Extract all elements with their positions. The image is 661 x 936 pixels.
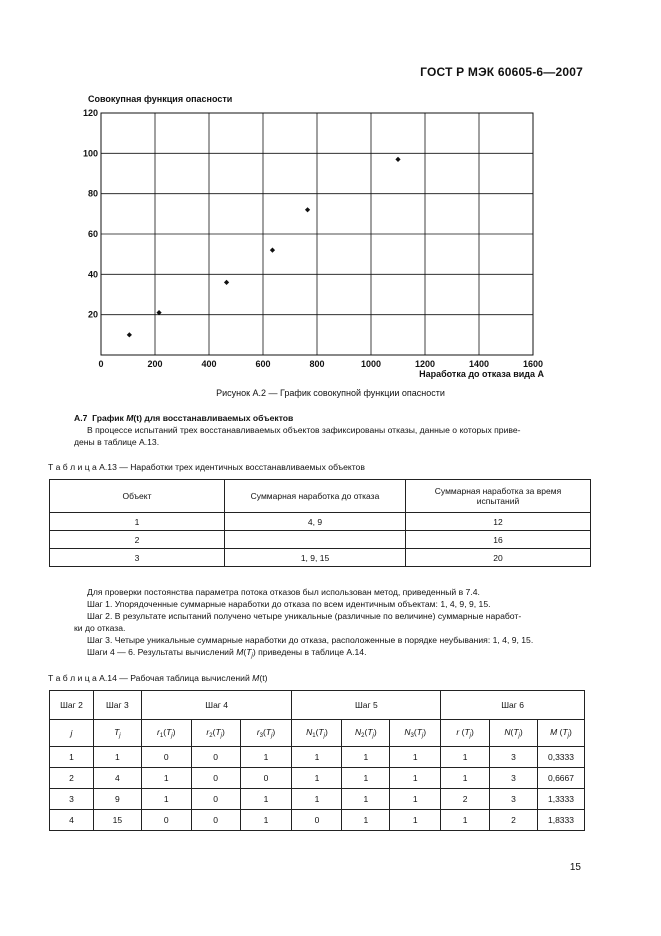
x-tick-label: 800 bbox=[309, 359, 325, 369]
table13-title: Т а б л и ц а А.13 — Наработки трех идентичных восстанавливаемых объектов bbox=[48, 462, 365, 472]
col-r3 bbox=[240, 720, 292, 747]
table-cell: 1 bbox=[390, 747, 441, 768]
table13-header-test: Суммарная наработка за время испытаний bbox=[406, 480, 591, 513]
x-tick-label: 1400 bbox=[468, 359, 490, 369]
col-r1 bbox=[141, 720, 191, 747]
table-cell: 1 bbox=[292, 789, 342, 810]
table-cell: 1 bbox=[441, 768, 490, 789]
col-r2-j: j bbox=[220, 733, 222, 739]
paren: ) bbox=[568, 727, 572, 737]
y-axis-label: Совокупная функция опасности bbox=[88, 94, 233, 104]
table-cell: 0 bbox=[141, 747, 191, 768]
col-r-T: T bbox=[464, 727, 470, 737]
table14-title-m: M bbox=[252, 673, 260, 683]
table-row bbox=[50, 810, 585, 831]
group-step5: Шаг 5 bbox=[292, 691, 441, 720]
table-cell: 2 bbox=[50, 768, 94, 789]
section-heading-pre: График bbox=[92, 413, 127, 423]
table-cell: 2 bbox=[50, 531, 225, 549]
x-tick-label: 200 bbox=[147, 359, 163, 369]
section-heading bbox=[74, 412, 293, 424]
table-cell: 3 bbox=[50, 789, 94, 810]
y-tick-label: 60 bbox=[87, 229, 98, 239]
x-axis-label: Наработка до отказа вида А bbox=[419, 369, 544, 379]
table-cell: 1 bbox=[50, 747, 94, 768]
paren: ( bbox=[510, 727, 514, 737]
table-cell: 3 bbox=[490, 768, 538, 789]
y-tick-label: 100 bbox=[82, 148, 98, 159]
x-tick-label: 400 bbox=[201, 359, 217, 369]
page-number: 15 bbox=[569, 862, 581, 873]
col-N3-N: N bbox=[404, 727, 411, 737]
steps-line6 bbox=[87, 646, 366, 662]
col-M-T: T bbox=[562, 727, 568, 737]
steps-line1: Для проверки постоянства параметра потока отказов был использован метод, приведенный в 7.4. bbox=[87, 587, 480, 597]
table-cell: 3 bbox=[50, 549, 225, 567]
col-M-j: j bbox=[567, 733, 569, 739]
table-cell: 4, 9 bbox=[225, 513, 406, 531]
steps-line6-open: ( bbox=[243, 647, 247, 657]
y-tick-label: 20 bbox=[87, 309, 98, 320]
table-row bbox=[50, 513, 591, 531]
table-cell: 0,3333 bbox=[537, 747, 584, 768]
paren: ) bbox=[324, 727, 328, 737]
table-cell: 15 bbox=[93, 810, 141, 831]
x-tick-label: 1600 bbox=[522, 359, 544, 369]
section-heading-t: (t) bbox=[133, 413, 142, 423]
table-cell: 1 bbox=[342, 747, 390, 768]
table14-title-t: (t) bbox=[259, 673, 268, 683]
section-heading-post: для восстанавливаемых объектов bbox=[142, 413, 294, 423]
table-cell: 1 bbox=[50, 513, 225, 531]
table-cell: 9 bbox=[93, 789, 141, 810]
steps-line3: Шаг 2. В результате испытаний получено четыре уникальные (различные по величине) суммарные наработ- bbox=[87, 611, 522, 621]
col-N bbox=[490, 720, 538, 747]
figure-caption: Рисунок А.2 — График совокупной функции опасности bbox=[216, 388, 445, 398]
col-N1-sub: 1 bbox=[312, 733, 316, 739]
paren: ) bbox=[373, 727, 377, 737]
col-Tj-T: T bbox=[114, 727, 120, 737]
steps-line6-j: j bbox=[251, 653, 253, 659]
table-cell: 1 bbox=[390, 768, 441, 789]
table-cell: 1 bbox=[240, 810, 292, 831]
col-N1 bbox=[292, 720, 342, 747]
steps-line4: ки до отказа. bbox=[74, 623, 126, 633]
steps-line6-m: M bbox=[236, 647, 244, 657]
table-cell: 4 bbox=[93, 768, 141, 789]
table-cell: 1 bbox=[441, 810, 490, 831]
table-row bbox=[50, 549, 591, 567]
table-cell: 0 bbox=[141, 810, 191, 831]
col-r-j: j bbox=[469, 733, 472, 739]
paren: ) bbox=[423, 727, 427, 737]
table-cell: 1 bbox=[390, 789, 441, 810]
table-cell: 1 bbox=[342, 768, 390, 789]
y-tick-label: 40 bbox=[87, 269, 98, 280]
paren: ) bbox=[272, 727, 276, 737]
steps-line6-post: ) приведены в таблице А.14. bbox=[252, 647, 367, 657]
col-r1-sub: 1 bbox=[159, 733, 164, 739]
paren: ( bbox=[263, 727, 266, 737]
paren: ( bbox=[413, 727, 417, 737]
section-heading-m: M bbox=[126, 413, 134, 423]
table-cell: 0 bbox=[191, 747, 240, 768]
table-cell: 1 bbox=[292, 768, 342, 789]
section-number: А.7 bbox=[74, 413, 88, 423]
y-tick-label: 80 bbox=[87, 188, 98, 199]
col-N-j: j bbox=[518, 733, 520, 739]
table-cell: 12 bbox=[406, 513, 591, 531]
table-row bbox=[50, 768, 585, 789]
table-cell: 1 bbox=[342, 789, 390, 810]
table13-header-object: Объект bbox=[50, 480, 225, 513]
table-cell: 2 bbox=[490, 810, 538, 831]
hazard-chart bbox=[70, 93, 550, 383]
table-cell: 0 bbox=[191, 789, 240, 810]
col-r3-j: j bbox=[271, 733, 273, 739]
col-N-T: T bbox=[513, 727, 519, 737]
col-r3-sub: 3 bbox=[259, 733, 264, 739]
col-N2-T: T bbox=[367, 727, 373, 737]
data-point bbox=[127, 332, 132, 337]
x-tick-label: 1000 bbox=[360, 359, 382, 369]
table-cell: 20 bbox=[406, 549, 591, 567]
col-j-label: j bbox=[70, 728, 73, 738]
col-r2 bbox=[191, 720, 240, 747]
paren: ( bbox=[163, 727, 167, 737]
data-point bbox=[395, 157, 400, 162]
y-tick-label: 120 bbox=[82, 108, 98, 118]
col-N2-sub: 2 bbox=[361, 733, 365, 739]
table-cell: 3 bbox=[490, 747, 538, 768]
col-r1-T: T bbox=[166, 727, 172, 737]
table-cell: 1 bbox=[141, 768, 191, 789]
col-N2-N: N bbox=[354, 727, 362, 737]
col-N2-j: j bbox=[372, 733, 374, 739]
group-step4: Шаг 4 bbox=[141, 691, 292, 720]
table14-title bbox=[48, 672, 267, 684]
table-cell: 0,6667 bbox=[537, 768, 584, 789]
col-r bbox=[441, 720, 490, 747]
table13-header-failure: Суммарная наработка до отказа bbox=[225, 480, 406, 513]
table-cell: 1 bbox=[93, 747, 141, 768]
group-step3: Шаг 3 bbox=[93, 691, 141, 720]
table-cell: 1 bbox=[390, 810, 441, 831]
col-j bbox=[50, 720, 94, 747]
table-cell: 1 bbox=[240, 747, 292, 768]
col-r3-r: r bbox=[256, 727, 260, 737]
col-N3-T: T bbox=[416, 727, 422, 737]
table-cell: 1 bbox=[292, 747, 342, 768]
col-N3 bbox=[390, 720, 441, 747]
table-cell: 0 bbox=[191, 768, 240, 789]
data-point bbox=[305, 207, 310, 212]
col-M bbox=[537, 720, 584, 747]
paren: ) bbox=[222, 727, 225, 737]
table-cell: 16 bbox=[406, 531, 591, 549]
col-r2-sub: 2 bbox=[209, 733, 213, 739]
paren: ( bbox=[212, 727, 216, 737]
col-N2 bbox=[342, 720, 390, 747]
table-row bbox=[50, 747, 585, 768]
paren: ) bbox=[471, 727, 474, 737]
table-row bbox=[50, 789, 585, 810]
table-cell: 3 bbox=[490, 789, 538, 810]
col-N3-j: j bbox=[421, 733, 424, 739]
col-r1-j: j bbox=[171, 733, 173, 739]
col-N-N: N bbox=[504, 727, 511, 737]
data-point bbox=[270, 248, 275, 253]
table-cell: 1 bbox=[141, 789, 191, 810]
paren: ) bbox=[172, 727, 176, 737]
document-id: ГОСТ Р МЭК 60605-6—2007 bbox=[420, 65, 583, 79]
table-cell: 2 bbox=[441, 789, 490, 810]
x-tick-label: 0 bbox=[98, 359, 104, 369]
table-cell: 1, 9, 15 bbox=[225, 549, 406, 567]
x-tick-label: 1200 bbox=[414, 359, 436, 369]
group-step2: Шаг 2 bbox=[50, 691, 94, 720]
col-Tj bbox=[93, 720, 141, 747]
table14-subheader bbox=[50, 720, 585, 747]
col-r2-T: T bbox=[215, 727, 221, 737]
steps-line6-t: T bbox=[246, 647, 252, 657]
steps-line2: Шаг 1. Упорядоченные суммарные наработки до отказа по всем идентичным объектам: 1, 4, 9, 9, 15. bbox=[87, 599, 491, 609]
table-cell: 0 bbox=[191, 810, 240, 831]
table14-title-pre: Т а б л и ц а А.14 — Рабочая таблица вычислений bbox=[48, 673, 253, 683]
table-cell: 1 bbox=[441, 747, 490, 768]
para1-line1: В процессе испытаний трех восстанавливаемых объектов зафиксированы отказы, данные о которых приве- bbox=[87, 425, 521, 435]
steps-line6-pre: Шаги 4 — 6. Результаты вычислений bbox=[87, 647, 237, 657]
table-row bbox=[50, 531, 591, 549]
table-cell: 1 bbox=[240, 789, 292, 810]
table-cell: 1,3333 bbox=[537, 789, 584, 810]
table-cell: 1 bbox=[342, 810, 390, 831]
table-cell: 4 bbox=[50, 810, 94, 831]
col-N1-T: T bbox=[318, 727, 324, 737]
col-M-M: M bbox=[550, 727, 558, 737]
x-tick-label: 600 bbox=[255, 359, 271, 369]
col-N3-sub: 3 bbox=[410, 733, 414, 739]
table-cell: 1,8333 bbox=[537, 810, 584, 831]
group-step6: Шаг 6 bbox=[441, 691, 585, 720]
table-a13 bbox=[49, 479, 591, 567]
col-r1-r: r bbox=[157, 727, 160, 737]
col-N1-N: N bbox=[306, 727, 313, 737]
table-cell bbox=[225, 531, 406, 549]
para1-line2: дены в таблице А.13. bbox=[74, 437, 160, 447]
table-a14 bbox=[49, 690, 585, 831]
paren: ( bbox=[315, 727, 319, 737]
data-point bbox=[224, 280, 229, 285]
paren: ( bbox=[364, 727, 368, 737]
col-r3-T: T bbox=[265, 727, 272, 737]
col-r2-r: r bbox=[206, 727, 210, 737]
paren: ( bbox=[557, 727, 563, 737]
col-N1-j: j bbox=[323, 733, 325, 739]
paren: ( bbox=[459, 727, 465, 737]
table-cell: 0 bbox=[292, 810, 342, 831]
table-cell: 0 bbox=[240, 768, 292, 789]
col-Tj-j: j bbox=[119, 733, 121, 739]
col-r-r: r bbox=[456, 727, 460, 737]
steps-line5: Шаг 3. Четыре уникальные суммарные наработки до отказа, расположенные в порядке неубывания: 1, 4, 9, 15. bbox=[87, 635, 534, 645]
paren: ) bbox=[519, 727, 523, 737]
